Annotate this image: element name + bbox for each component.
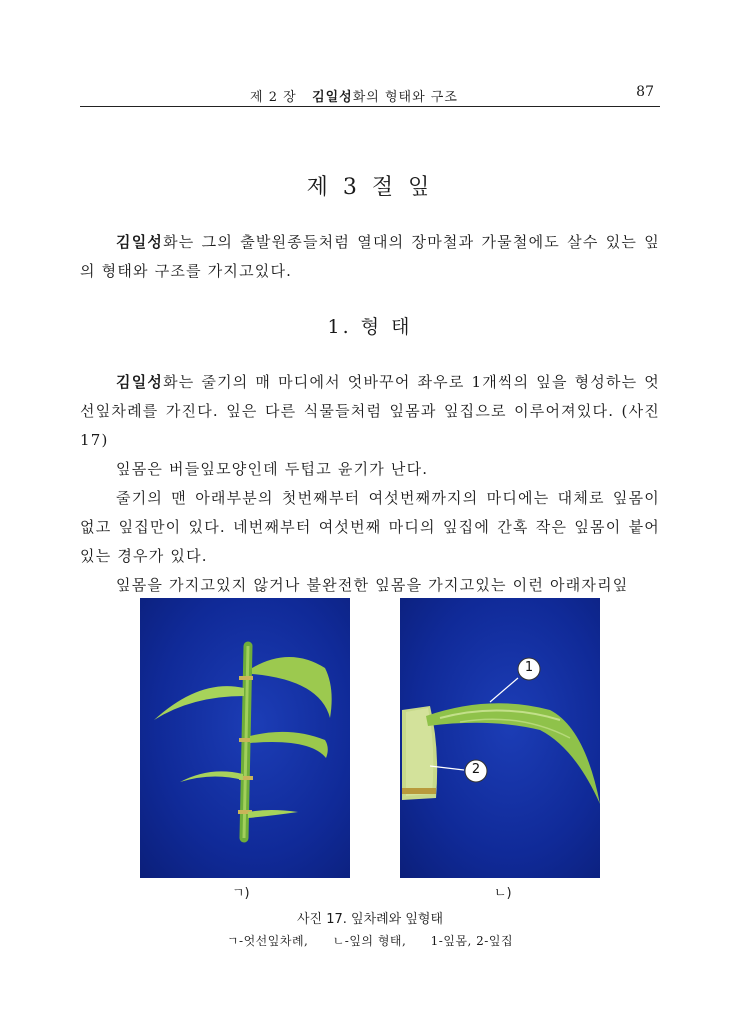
intro-text: 화는 그의 출발원종들처럼 열대의 장마철과 가물철에도 살수 있는 잎의 형태와 구조를 가지고있다.	[80, 233, 660, 280]
legend-item-a: ㄱ-엇선잎차례,	[226, 934, 309, 948]
running-header	[80, 84, 660, 104]
page-number: 87	[636, 84, 654, 100]
p1-text: 화는 줄기의 매 마디에서 엇바꾸어 좌우로 1개씩의 잎을 형성하는 엇선잎차례를 가진다. 잎은 다른 식물들처럼 잎몸과 잎집으로 이루어져있다. (사진 17)	[80, 373, 660, 449]
leaf-blade-sheath-image	[400, 598, 600, 878]
legend-item-c: 1-잎몸, 2-잎집	[430, 934, 514, 948]
intro-lead-bold: 김일성	[116, 233, 164, 251]
body-paragraph-1	[80, 368, 660, 455]
body-paragraph-3: 줄기의 맨 아래부분의 첫번째부터 여섯번째까지의 마디에는 대체로 잎몸이 없고 잎집만이 있다. 네번째부터 여섯번째 마디의 잎집에 간혹 작은 잎몸이 붙어있는 경우가 있다.	[80, 489, 660, 565]
marker-2-label: 2	[471, 762, 481, 777]
header-rule	[80, 106, 660, 107]
marker-1-label: 1	[524, 660, 534, 675]
legend-item-b: ㄴ-잎의 형태,	[332, 934, 407, 948]
header-title-bold: 김일성	[312, 90, 353, 105]
p1-lead-bold: 김일성	[116, 373, 164, 391]
figure-legend	[0, 932, 740, 949]
stem-with-leaves-image	[140, 598, 350, 878]
photo-leaf-form	[400, 598, 600, 878]
body-paragraph-2: 잎몸은 버들잎모양인데 두텁고 윤기가 난다.	[116, 460, 429, 478]
intro-paragraph	[80, 228, 660, 286]
header-title-rest: 화의 형태와 구조	[352, 90, 458, 105]
photo-leaf-arrangement	[140, 598, 350, 878]
photo-label-a: ㄱ)	[232, 886, 250, 901]
photo-label-b: ㄴ)	[494, 886, 512, 901]
section-title: 제 3 절 잎	[306, 175, 434, 200]
subsection-title: 1. 형 태	[327, 316, 413, 338]
header-chapter: 제 2 장	[250, 90, 297, 105]
body-paragraph-4: 잎몸을 가지고있지 않거나 불완전한 잎몸을 가지고있는 이런 아래자리잎	[116, 576, 629, 594]
figure-caption: 사진 17. 잎차례와 잎형태	[296, 912, 444, 927]
header-title	[250, 86, 458, 105]
